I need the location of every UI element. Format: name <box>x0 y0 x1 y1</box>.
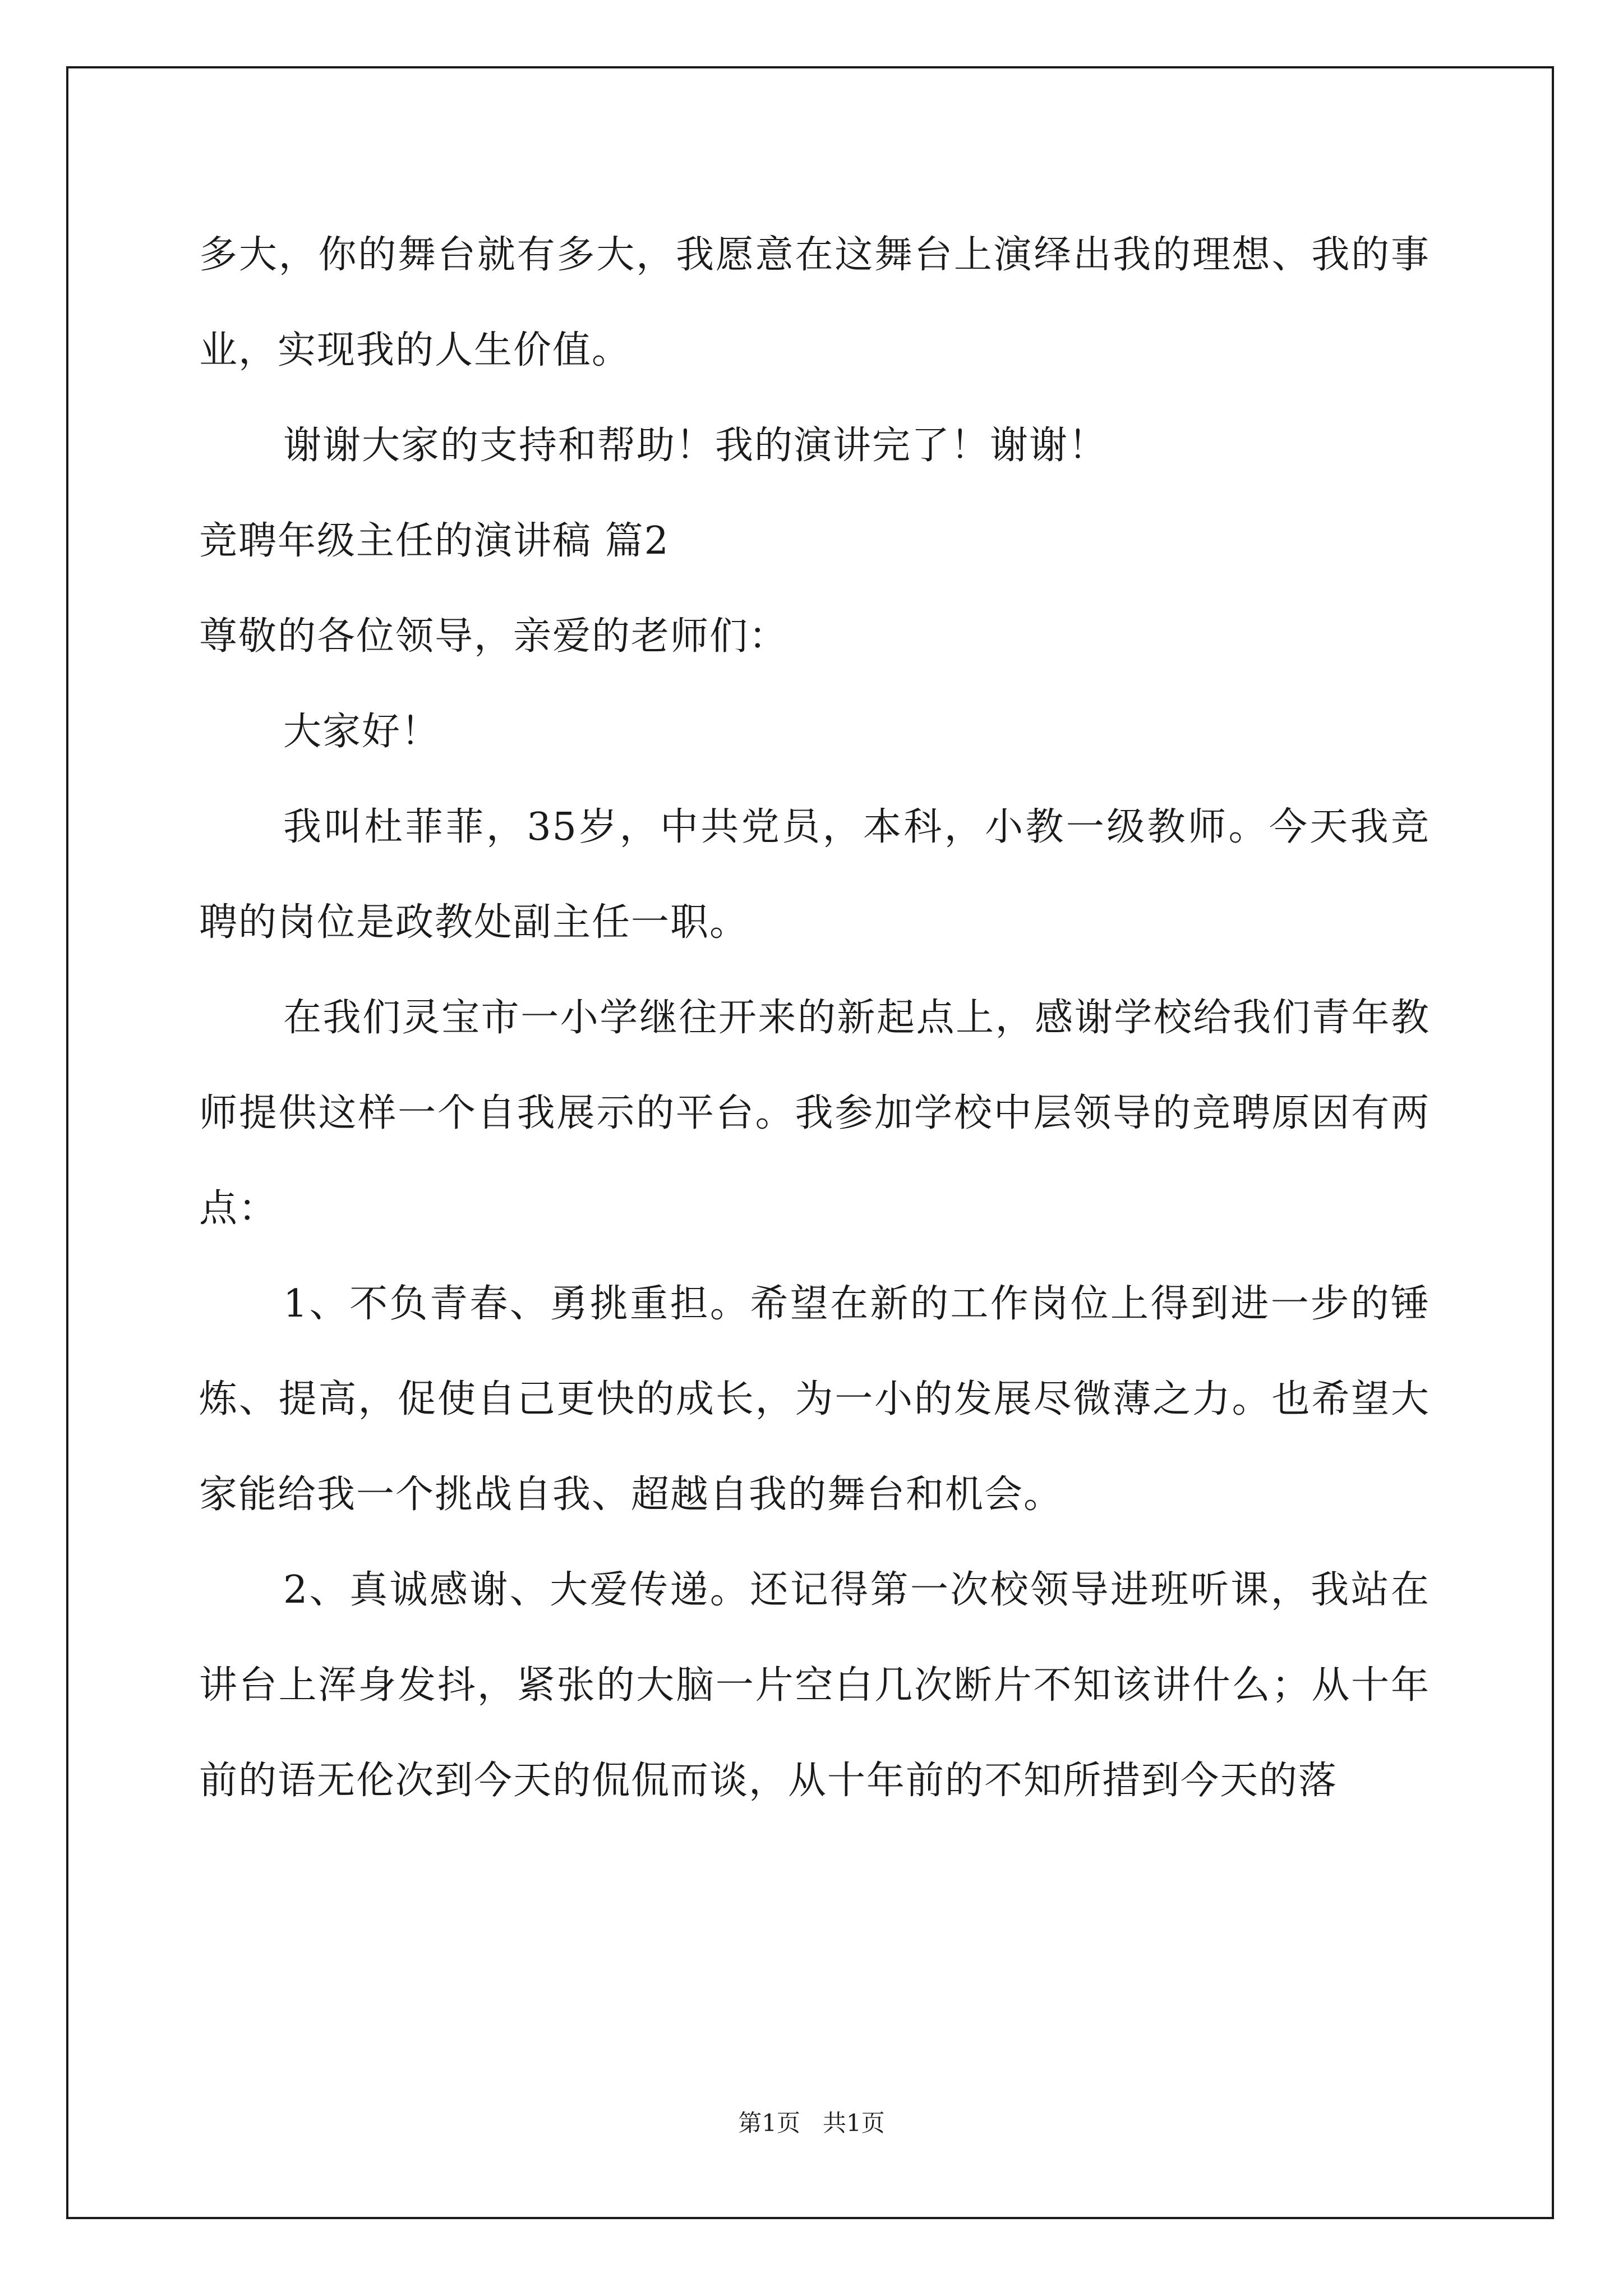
paragraph-1: 多大，你的舞台就有多大，我愿意在这舞台上演绎出我的理想、我的事业，实现我的人生价值。 <box>199 233 1430 372</box>
paragraph-reasons: 在我们灵宝市一小学继往开来的新起点上，感谢学校给我们青年教师提供这样一个自我展示的平台。我参加学校中层领导的竞聘原因有两点： <box>199 996 1430 1231</box>
salutation: 尊敬的各位领导，亲爱的老师们： <box>199 614 789 659</box>
paragraph-reason-1: 1、不负青春、勇挑重担。希望在新的工作岗位上得到进一步的锤炼、提高，促使自己更快的成长，为一小的发展尽微薄之力。也希望大家能给我一个挑战自我、超越自我的舞台和机会。 <box>199 1282 1430 1517</box>
paragraph-reason-2: 2、真诚感谢、大爱传递。还记得第一次校领导进班听课，我站在讲台上浑身发抖，紧张的大脑一片空白几次断片不知该讲什么；从十年前的语无伦次到今天的侃侃而谈，从十年前的不知所措到今天的落 <box>199 1568 1430 1803</box>
page-footer: 第1页 共1页 <box>738 2109 885 2137</box>
paragraph-introduction: 我叫杜菲菲，35岁，中共党员，本科，小教一级教师。今天我竞聘的岗位是政教处副主任一职。 <box>199 805 1430 945</box>
document-body <box>199 208 1430 1829</box>
paragraph-2: 谢谢大家的支持和帮助！我的演讲完了！谢谢！ <box>283 424 1108 468</box>
greeting: 大家好！ <box>283 710 441 754</box>
section-heading: 竞聘年级主任的演讲稿 篇2 <box>199 519 670 563</box>
